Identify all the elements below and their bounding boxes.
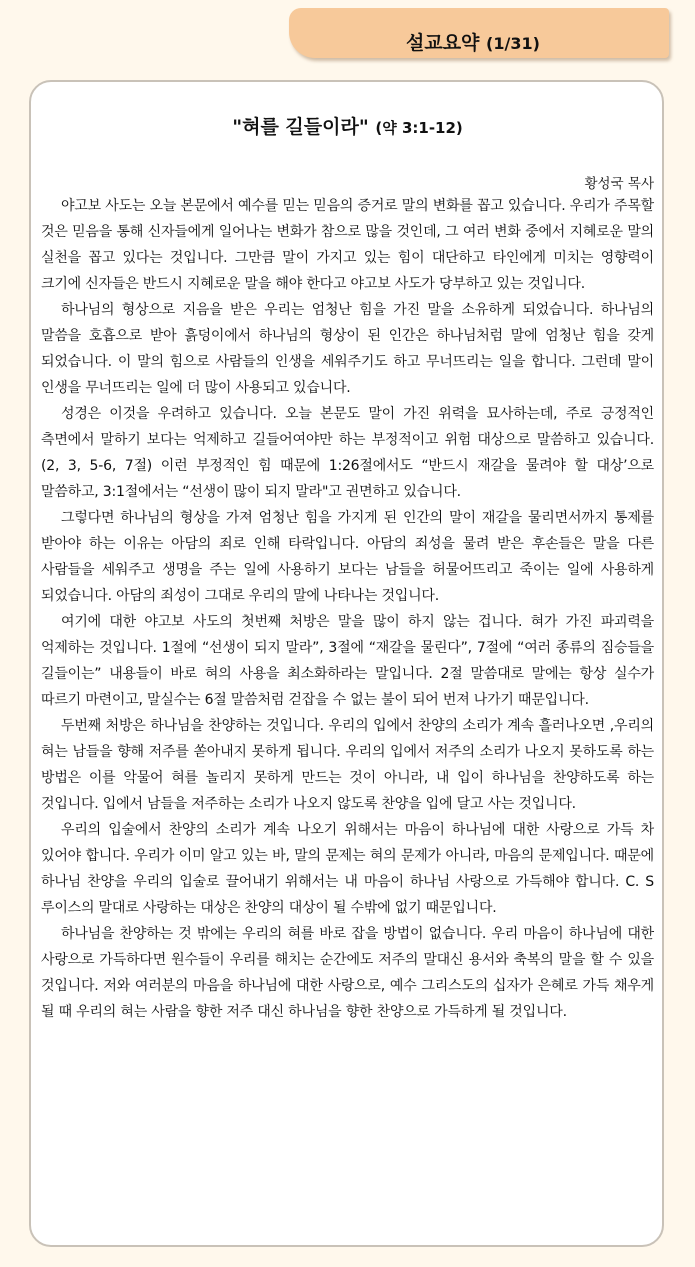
paragraph-1: 야고보 사도는 오늘 본문에서 예수를 믿는 믿음의 증거로 말의 변화를 꼽고 있습니다. 우리가 주목할 것은 믿음을 통해 신자들에게 일어나는 변화가 참으로 많을 것인데, 그 여러 변화 중에서 지혜로운 말의 실천을 꼽고 있다는 것입니다. 그만큼 말이 가지고 있는 힘이 대단하고 타인에게 미치는 영향력이 크기에 신자들은 반드시 지혜로운 말을 해야 한다고 야고보 사도가 당부하고 있는 것입니다. bbox=[41, 198, 654, 292]
paragraph-4: 그렇다면 하나님의 형상을 가져 엄청난 힘을 가지게 된 인간의 말이 재갈을 물리면서까지 통제를 받아야 하는 이유는 아담의 죄로 인해 타락입니다. 아담의 죄성을 물려 받은 후손들은 말을 다른 사람들을 세워주고 생명을 주는 일에 사용하기 보다는 남들을 허물어뜨리고 죽이는 일에 사용하게 되었습니다. 아담의 죄성이 그대로 우리의 말에 나타나는 것입니다. bbox=[41, 510, 654, 604]
sermon-author: 황성국 목사 bbox=[584, 176, 654, 192]
header-title bbox=[406, 28, 540, 55]
paragraph-6: 두번째 처방은 하나님을 찬양하는 것입니다. 우리의 입에서 찬양의 소리가 계속 흘러나오면 ,우리의 혀는 남들을 향해 저주를 쏟아내지 못하게 됩니다. 우리의 입에서 저주의 소리가 나오지 못하도록 하는 방법은 이를 악물어 혀를 놀리지 못하게 만드는 것이 아니라, 내 입이 하나님을 찬양하도록 하는 것입니다. 입에서 남들을 저주하는 소리가 나오지 않도록 찬양을 입에 달고 사는 것입니다. bbox=[41, 718, 654, 812]
paragraph-8: 하나님을 찬양하는 것 밖에는 우리의 혀를 바로 잡을 방법이 없습니다. 우리 마음이 하나님에 대한 사랑으로 가득하다면 원수들이 우리를 해치는 순간에도 저주의 말대신 용서와 축복의 말을 할 수 있을 것입니다. 저와 여러분의 마음을 하나님에 대한 사랑으로, 예수 그리스도의 십자가 은혜로 가득 채우게 될 때 우리의 혀는 사람을 향한 저주 대신 하나님을 향한 찬양으로 가득하게 될 것입니다. bbox=[41, 926, 654, 1020]
sermon-body bbox=[41, 193, 654, 1025]
scripture-reference: (약 3:1-12) bbox=[375, 119, 463, 137]
paragraph-5: 여기에 대한 야고보 사도의 첫번째 처방은 말을 많이 하지 않는 겁니다. 혀가 가진 파괴력을 억제하는 것입니다. 1절에 “선생이 되지 말라”, 3절에 “재갈을 물린다”, 7절에 “여러 종류의 짐승들을 길들이는” 내용들이 바로 혀의 사용을 최소화하라는 말입니다. 2절 말씀대로 말에는 항상 실수가 따르기 마련이고, 말실수는 6절 말씀처럼 걷잡을 수 없는 불이 되어 번져 나가기 때문입니다. bbox=[41, 614, 654, 708]
paragraph-2: 하나님의 형상으로 지음을 받은 우리는 엄청난 힘을 가진 말을 소유하게 되었습니다. 하나님의 말씀을 호흡으로 받아 흙덩이에서 하나님의 형상이 된 인간은 하나님처럼 말에 엄청난 힘을 갖게 되었습니다. 이 말의 힘으로 사람들의 인생을 세워주기도 하고 무너뜨리는 일을 합니다. 그런데 말이 인생을 무너뜨리는 일에 더 많이 사용되고 있습니다. bbox=[41, 302, 654, 396]
paragraph-3: 성경은 이것을 우려하고 있습니다. 오늘 본문도 말이 가진 위력을 묘사하는데, 주로 긍정적인 측면에서 말하기 보다는 억제하고 길들어여야만 하는 부정적이고 위험 대상으로 말씀하고 있습니다. (2, 3, 5-6, 7절) 이런 부정적인 힘 때문에 1:26절에서도 “반드시 재갈을 물려야 할 대상’으로 말씀하고, 3:1절에서는 “선생이 많이 되지 말라"고 권면하고 있습니다. bbox=[41, 406, 654, 500]
page-count: (1/31) bbox=[486, 34, 540, 53]
header-title-text: 설교요약 bbox=[406, 32, 480, 54]
paragraph-7: 우리의 입술에서 찬양의 소리가 계속 나오기 위해서는 마음이 하나님에 대한 사랑으로 가득 차 있어야 합니다. 우리가 이미 알고 있는 바, 말의 문제는 혀의 문제가 아니라, 마음의 문제입니다. 때문에 하나님 찬양을 우리의 입술로 끌어내기 위해서는 내 마음이 하나님 사랑으로 가득해야 합니다. C. S 루이스의 말대로 사랑하는 대상은 찬양의 대상이 될 수밖에 없기 때문입니다. bbox=[41, 822, 654, 916]
sermon-heading bbox=[0, 112, 695, 139]
sermon-title: "혀를 길들이라" bbox=[232, 116, 369, 138]
